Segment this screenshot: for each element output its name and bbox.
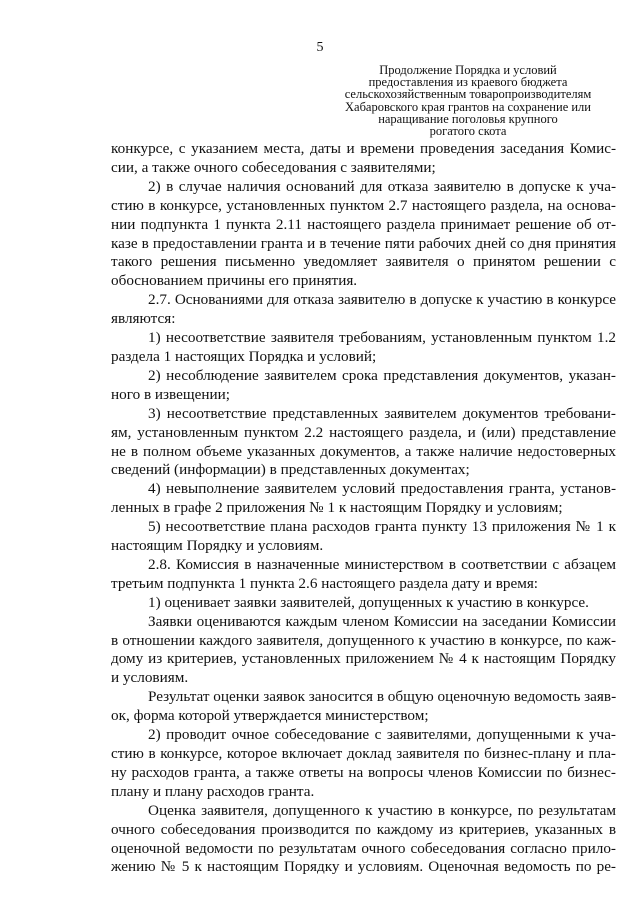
body-line: 2.8. Комиссия в назначенные министерством в соответствии с абзацем bbox=[148, 555, 616, 573]
body-line: сведений (информации) в представленных документах; bbox=[111, 461, 470, 479]
document-body bbox=[111, 140, 616, 877]
body-line: Заявки оцениваются каждым членом Комиссии на заседании Комиссии bbox=[148, 612, 616, 630]
body-line: конкурсе, с указанием места, даты и времени проведения заседания Комис- bbox=[111, 140, 616, 157]
body-line: раздела 1 настоящих Порядка и условий; bbox=[111, 347, 377, 365]
body-line: казе в предоставлении гранта и в течение пяти рабочих дней со дня принятия bbox=[111, 234, 616, 252]
body-line: нии подпункта 1 пункта 2.11 настоящего раздела принимает решение об от- bbox=[111, 215, 616, 233]
body-line: 2) несоблюдение заявителем срока представления документов, указан- bbox=[148, 366, 616, 384]
body-line: 2) проводит очное собеседование с заявителями, допущенными к уча- bbox=[148, 726, 616, 744]
body-line: ок, форма которой утверждается министерством; bbox=[111, 707, 429, 725]
body-line: стию в конкурсе, которое включает доклад заявителя по бизнес-плану и пла- bbox=[111, 745, 616, 762]
body-line: дому из критериев, установленных приложением № 4 к настоящим Порядку bbox=[111, 650, 616, 668]
body-line: 1) оценивает заявки заявителей, допущенных к участию в конкурсе. bbox=[148, 593, 589, 611]
body-line: третьим подпункта 1 пункта 2.6 настоящего раздела дату и время: bbox=[111, 574, 539, 592]
body-line: сии, а также очного собеседования с заявителями; bbox=[111, 158, 436, 176]
body-line: Результат оценки заявок заносится в общую оценочную ведомость заяв- bbox=[148, 688, 617, 706]
body-line: жению № 5 к настоящим Порядку и условиям. Оценочная ведомость по ре- bbox=[111, 858, 616, 876]
body-line: являются: bbox=[111, 310, 176, 328]
body-line: 2.7. Основаниями для отказа заявителю в допуске к участию в конкурсе bbox=[148, 291, 616, 309]
header-line: наращивание поголовья крупного bbox=[378, 111, 558, 126]
body-line: ям, установленным пунктом 2.2 настоящего раздела, и (или) представление bbox=[111, 423, 616, 441]
body-line: 4) невыполнение заявителем условий предоставления гранта, установ- bbox=[148, 480, 616, 498]
header-line: Хабаровского края грантов на сохранение или bbox=[345, 99, 591, 114]
page-number: 5 bbox=[316, 40, 324, 55]
body-line: 3) несоответствие представленных заявителем документов требовани- bbox=[148, 404, 616, 422]
header-line: сельскохозяйственным товаропроизводителям bbox=[344, 87, 592, 102]
continuation-header bbox=[336, 64, 600, 137]
body-line: такого решения письменно уведомляет заявителя о принятом решении с bbox=[111, 253, 616, 271]
body-line: в отношении каждого заявителя, допущенного к участию в конкурсе, по каж- bbox=[111, 631, 616, 649]
header-line: рогатого скота bbox=[429, 124, 507, 139]
body-line: стию в конкурсе, установленных пунктом 2.7 настоящего раздела, на основа- bbox=[111, 196, 616, 214]
body-line: и условиям. bbox=[111, 669, 189, 687]
body-line: очного собеседования производится по каждому из критериев, указанных в bbox=[111, 820, 616, 838]
body-line: оценочной ведомости по результатам очного собеседования согласно прило- bbox=[111, 839, 616, 857]
body-line: 5) несоответствие плана расходов гранта пункту 13 приложения № 1 к bbox=[148, 518, 616, 536]
body-line: 1) несоответствие заявителя требованиям, установленным пунктом 1.2 bbox=[148, 329, 616, 347]
body-line: ну расходов гранта, а также ответы на вопросы членов Комиссии по бизнес- bbox=[111, 763, 616, 781]
body-line: не в полном объеме указанных документов, а также наличие недостоверных bbox=[111, 442, 616, 460]
header-line: Продолжение Порядка и условий bbox=[379, 63, 557, 77]
body-line: настоящим Порядку и условиям. bbox=[111, 537, 324, 555]
body-line: Оценка заявителя, допущенного к участию в конкурсе, по результатам bbox=[148, 801, 616, 819]
header-line: предоставления из краевого бюджета bbox=[368, 75, 568, 90]
body-line: обоснованием причины его принятия. bbox=[111, 272, 358, 290]
body-line: плану и плану расходов гранта. bbox=[111, 782, 315, 800]
body-line: ленных в графе 2 приложения № 1 к настоящим Порядку и условиям; bbox=[111, 499, 563, 517]
body-line: ного в извещении; bbox=[111, 385, 230, 403]
body-line: 2) в случае наличия оснований для отказа заявителю в допуске к уча- bbox=[148, 177, 616, 195]
